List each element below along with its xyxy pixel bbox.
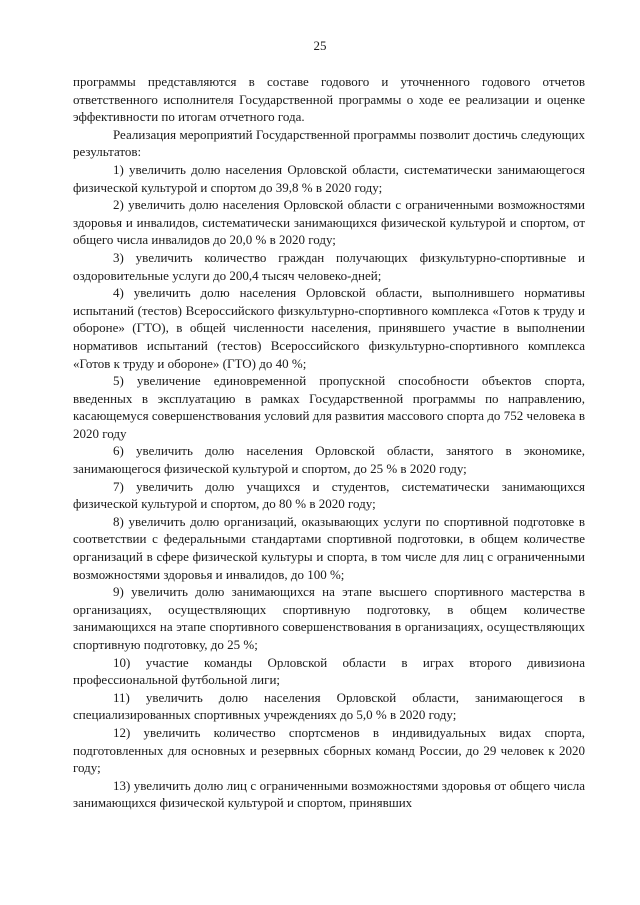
result-item-7: 7) увеличить долю учащихся и студентов, систематически занимающихся физической культурой и спортом, до 80 % в 2020 году;: [73, 478, 585, 512]
result-item-5: 5) увеличение единовременной пропускной способности объектов спорта, введенных в эксплуатацию в рамках Государственной программы по направлению, касающемуся совершенствования условий для развития массового спорта до 752 человека в 2020 году: [73, 373, 585, 441]
result-item-1: 1) увеличить долю населения Орловской области, систематически занимающегося физической культурой и спортом до 39,8 % в 2020 году;: [73, 161, 585, 195]
result-item-11: 11) увеличить долю населения Орловской области, занимающегося в специализированных спортивных учреждениях до 5,0 % в 2020 году;: [73, 689, 585, 723]
result-item-12: 12) увеличить количество спортсменов в индивидуальных видах спорта, подготовленных для основных и резервных сборных команд России, до 29 человек к 2020 году;: [73, 724, 585, 776]
result-item-3: 3) увеличить количество граждан получающих физкультурно-спортивные и оздоровительные услуги до 200,4 тысяч человеко-дней;: [73, 249, 585, 283]
result-item-2: 2) увеличить долю населения Орловской области с ограниченными возможностями здоровья и инвалидов, систематически занимающихся физической культурой и спортом, от общего числа инвалидов до 20,0 % в 2020 году;: [73, 197, 585, 248]
result-item-9: 9) увеличить долю занимающихся на этапе высшего спортивного мастерства в организациях, осуществляющих спортивную подготовку, в общем количестве занимающихся на этапе спортивного совершенствования в организациях, осуществляющих спортивную подготовку, до 25 %;: [73, 584, 585, 652]
result-item-6: 6) увеличить долю населения Орловской области, занятого в экономике, занимающегося физической культурой и спортом, до 25 % в 2020 году;: [73, 443, 585, 477]
paragraph-intro: Реализация мероприятий Государственной программы позволит достичь следующих результатов:: [73, 126, 585, 160]
result-item-4: 4) увеличить долю населения Орловской области, выполнившего нормативы испытаний (тестов) Всероссийского физкультурно-спортивного комплекса «Готов к труду и обороне» (ГТО), в общей численности населения, принявшего участие в выполнении нормативов испытаний (тестов) Всероссийского физкультурно-спортивного комплекса «Готов к труду и обороне» (ГТО) до 40 %;: [73, 285, 585, 371]
document-body: [73, 73, 585, 812]
page-number: 25: [313, 38, 327, 53]
paragraph-continuation: программы представляются в составе годового и уточненного годового отчетов ответственного исполнителя Государственной программы о ходе ее реализации и оценке эффективности по итогам отчетного года.: [73, 74, 585, 125]
result-item-10: 10) участие команды Орловской области в играх второго дивизиона профессиональной футбольной лиги;: [73, 654, 585, 688]
result-item-13: 13) увеличить долю лиц с ограниченными возможностями здоровья от общего числа занимающихся физической культурой и спортом, принявших: [73, 777, 585, 811]
result-item-8: 8) увеличить долю организаций, оказывающих услуги по спортивной подготовке в соответствии с федеральными стандартами спортивной подготовки, в общем количестве организаций в сфере физической культуры и спорта, в том числе для лиц с ограниченными возможностями здоровья и инвалидов, до 100 %;: [73, 513, 585, 582]
